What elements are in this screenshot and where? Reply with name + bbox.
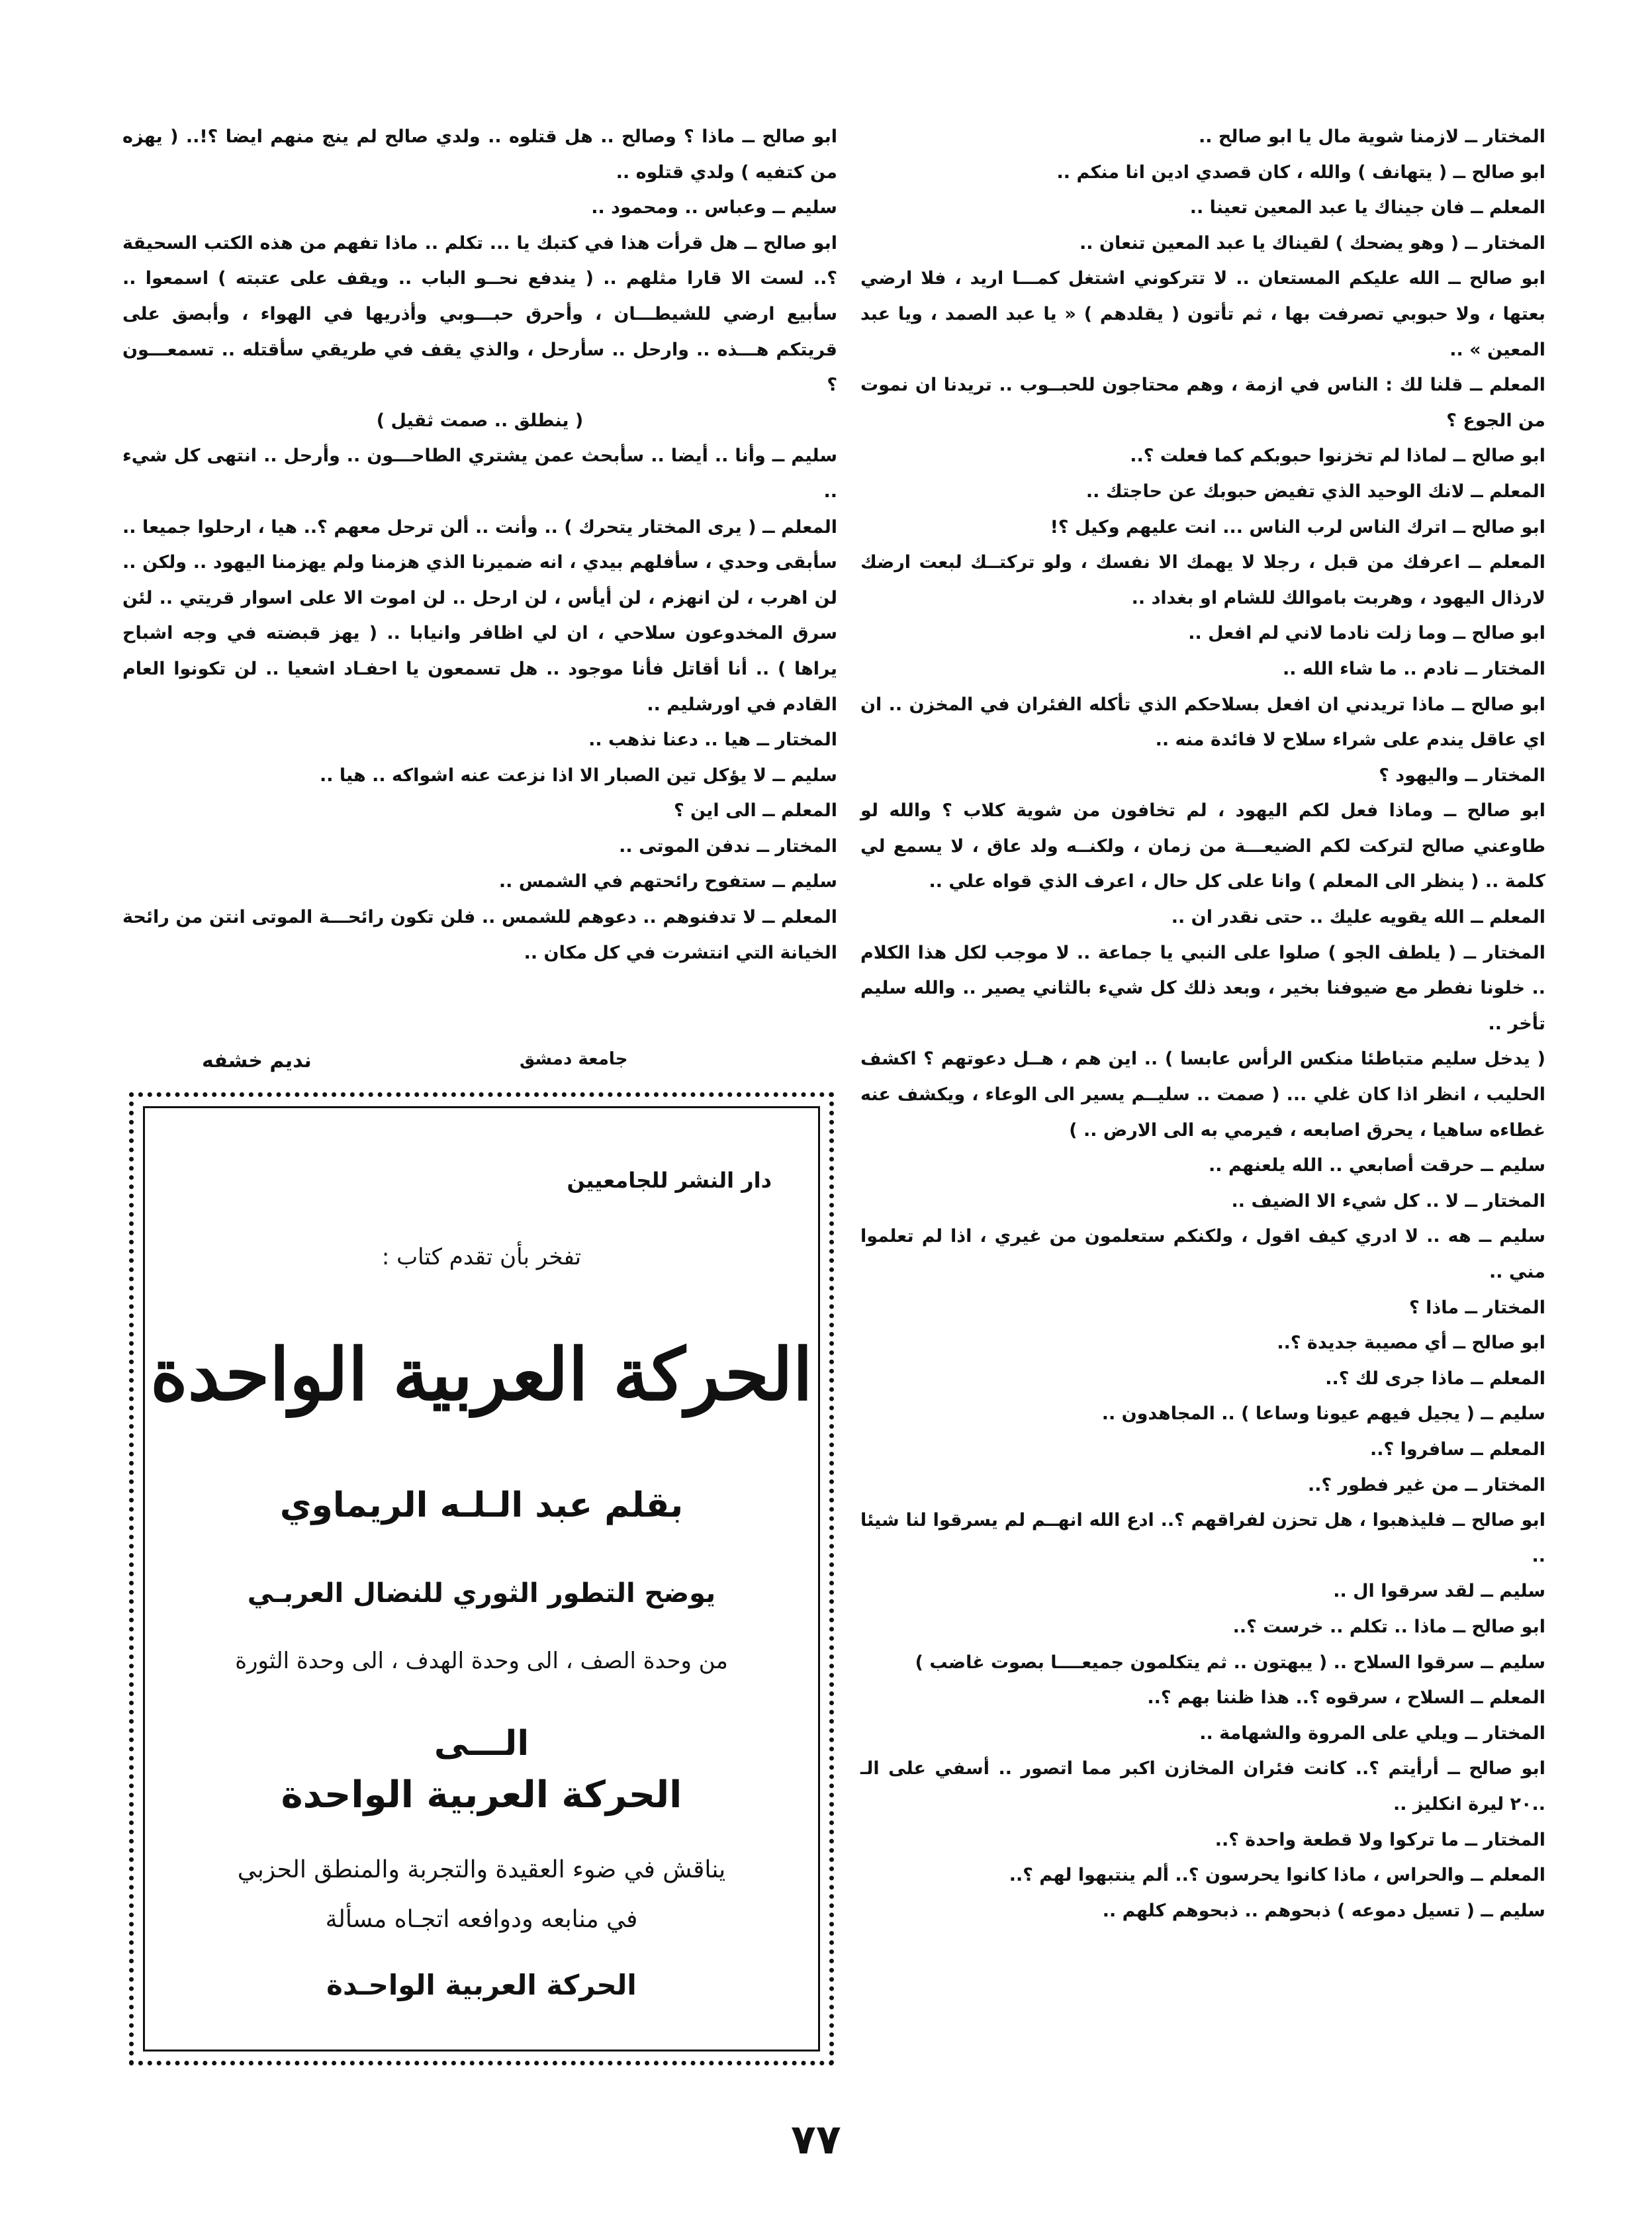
dialogue-line: المختار ــ من غير فطور ؟..: [1307, 1474, 1545, 1495]
dialogue-line: المختار ــ ( يلطف الجو ) صلوا على النبي يا جماعة .. لا موجب لكل هذا الكلام .. خلونا نفطر مع ضيوفنا بخير ، وبعد ذلك كل شيء بالثاني يصير .. والله سليم تأخر ..: [860, 942, 1545, 1034]
dialogue-line: سليم ــ ستفوح رائحتهم في الشمس ..: [498, 871, 837, 892]
dialogue-line: المعلم ــ قلنا لك : الناس في ازمة ، وهم محتاجون للحبــوب .. تريدنا ان نموت من الجوع ؟: [860, 375, 1545, 431]
dialogue-line: المعلم ــ ( يرى المختار يتحرك ) .. وأنت .. ألن ترحل معهم ؟.. هيا ، ارحلوا جميعا .. سأبقى وحدي ، سأفلهم بيدي ، انه ضميرنا الذي هزمنا ولم يهزمنا اليهود .. ولكن .. لن اهرب ، لن انهزم ، لن أيأس ، لن ارحل .. لن اموت الا على اسوار قريتي .. لئن سرق المخدوعون سلاحي ، ان لي اظافر وانيابا .. ( يهز قبضته في وجه اشباح يراها ) .. أنا أقاتل فأنا موجود .. هل تسمعون يا احفـاد اشعيا .. لن تكونوا العام القادم في اورشليم ..: [122, 516, 837, 715]
dialogue-line: المختار ــ لازمنا شوية مال يا ابو صالح ..: [1198, 126, 1545, 147]
dialogue-line: سليم ــ هه .. لا ادري كيف اقول ، ولكنكم ستعلمون من غيري ، اذا لم تعلموا مني ..: [860, 1226, 1545, 1282]
author-name: نديم خشفه: [202, 1049, 312, 1072]
book-final-line: الحركة العربية الواحـدة: [326, 1969, 637, 2001]
dialogue-line: المختار ــ هيا .. دعنا نذهب ..: [588, 730, 837, 751]
dialogue-line: ابو صالح ــ أرأيتم ؟.. كانت فئران المخازن اكبر مما اتصور .. أسفي على الـ ..٢٠ ليرة انكليز ..: [860, 1758, 1545, 1815]
dialogue-line: سليم ــ ( تسيل دموعه ) ذبحوهم .. ذبحوهم كلهم ..: [1102, 1900, 1545, 1921]
dialogue-line: المعلم ــ لا تدفنوهم .. دعوهم للشمس .. فلن تكون رائحـــة الموتى انتن من رائحة الخيانة التي انتشرت في كل مكان ..: [122, 907, 837, 963]
dialogue-line: ابو صالح ــ اترك الناس لرب الناس ... انت عليهم وكيل ؟!: [1050, 516, 1545, 538]
dialogue-line: ابو صالح ــ الله عليكم المستعان .. لا تتركوني اشتغل كمـــا اريد ، فلا ارضي بعتها ، ولا حبوبي تصرفت بها ، ثم تأتون ( يقلدهم ) « يا عبد الصمد ، ويا عبد المعين » ..: [860, 268, 1545, 360]
dialogue-line: المختار ــ ماذا ؟: [1409, 1297, 1545, 1318]
dialogue-line: المعلم ــ اعرفك من قبل ، رجلا لا يهمك الا نفسك ، ولو تركتــك لبعت ارضك لارذال اليهود ، وهربت باموالك للشام او بغداد ..: [860, 552, 1545, 608]
dialogue-line: ابو صالح ــ فليذهبوا ، هل تحزن لفراقهم ؟.. ادع الله انهــم لم يسرقوا لنا شيئا ..: [860, 1510, 1545, 1566]
dialogue-line: سليم ــ لا يؤكل تين الصبار الا اذا نزعت عنه اشواكه .. هيا ..: [319, 765, 837, 786]
dialogue-line: سليم ــ حرقت أصابعي .. الله يلعنهم ..: [1209, 1155, 1545, 1176]
dialogue-line: المعلم ــ الله يقويه عليك .. حتى نقدر ان ..: [1171, 907, 1545, 928]
book-discussion: يناقش في ضوء العقيدة والتجربة والمنطق الحزبي: [237, 1856, 726, 1883]
book-advertisement: [129, 1092, 834, 2065]
dialogue-line: المختار ــ ويلي على المروة والشهامة ..: [1199, 1722, 1545, 1744]
dialogue-line: المختار ــ نادم .. ما شاء الله ..: [1283, 658, 1545, 679]
book-title: الحركة العربية الواحدة: [150, 1333, 813, 1417]
dialogue-line: ابو صالح ــ ماذا ؟ وصالح .. هل قتلوه .. ولدي صالح لم ينج منهم ايضا ؟!.. ( يهزه من كتفيه ) ولدي قتلوه ..: [122, 126, 837, 183]
dialogue-line: المعلم ــ فان جيناك يا عبد المعين تعينا ..: [1189, 197, 1545, 218]
ad-intro: تفخر بأن تقدم كتاب :: [381, 1244, 582, 1270]
right-column: [860, 119, 1545, 1928]
dialogue-line: ابو صالح ــ ماذا تريدني ان افعل بسلاحكم الذي تأكله الفئران في المخزن .. ان اي عاقل يندم على شراء سلاح لا فائدة منه ..: [860, 694, 1545, 751]
dialogue-line: المعلم ــ والحراس ، ماذا كانوا يحرسون ؟.. ألم ينتبهوا لهم ؟..: [1009, 1865, 1545, 1886]
book-sources: في منابعه ودوافعه اتجـاه مسألة: [325, 1906, 638, 1933]
book-description: يوضح التطور الثوري للنضال العربـي: [247, 1578, 716, 1609]
dialogue-line: ابو صالح ــ أي مصيبة جديدة ؟..: [1277, 1333, 1545, 1354]
dialogue-line: المختار ــ ما تركوا ولا قطعة واحدة ؟..: [1215, 1829, 1545, 1850]
book-subtitle: من وحدة الصف ، الى وحدة الهدف ، الى وحدة الثورة: [235, 1648, 728, 1674]
stage-direction: ( يدخل سليم متباطئا منكس الرأس عابسا ) .. اين هم ، هــل دعوتهم ؟ اكشف الحليب ، انظر اذا كان غلي ... ( صمت .. سليــم يسير الى الوعاء ، ويكشف عنه غطاءه ساهيا ، يحرق اصابعه ، فيرمي به الى الارض .. ): [860, 1049, 1545, 1141]
dialogue-line: ابو صالح ــ هل قرأت هذا في كتبك يا ... تكلم .. ماذا تفهم من هذه الكتب السحيقة ؟.. لست الا قارا مثلهم .. ( يندفع نحــو الباب .. ويقف على عتبته ) اسمعوا .. سأبيع ارضي للشيطـــان ، وأحرق حبـــوبي وأذريها في الهواء ، وأبصق على قريتكم هـــذه .. وارحل .. سأرحل ، والذي يقف في طريقي سأقتله .. تسمعـــون ؟: [122, 232, 837, 396]
page-number: ٧٧: [791, 2115, 841, 2163]
dialogue-line: المختار ــ ( وهو يضحك ) لقيناك يا عبد المعين تنعان ..: [1079, 232, 1545, 254]
book-author: بقلم عبد الـلـه الريماوي: [279, 1486, 684, 1525]
dialogue-line: ابو صالح ــ وما زلت نادما لاني لم افعل ..: [1188, 623, 1545, 644]
dialogue-line: ابو صالح ــ وماذا فعل لكم اليهود ، لم تخافون من شوية كلاب ؟ والله لو طاوعني صالح لتركت لكم الضيعـــة من زمان ، ولكنــه ولد عاق ، لا يسمع لي كلمة .. ( ينظر الى المعلم ) وانا على كل حال ، اعرف الذي قواه علي ..: [860, 800, 1545, 892]
dialogue-line: ابو صالح ــ ( يتهانف ) والله ، كان قصدي ادين انا منكم ..: [1056, 162, 1545, 183]
dialogue-line: سليم ــ وأنا .. أيضا .. سأبحث عمن يشتري الطاحـــون .. وأرحل .. انتهى كل شيء ..: [122, 446, 837, 502]
dialogue-line: المعلم ــ ماذا جرى لك ؟..: [1325, 1368, 1545, 1389]
dialogue-line: المعلم ــ سافروا ؟..: [1370, 1439, 1545, 1460]
dialogue-line: المختار ــ لا .. كل شيء الا الضيف ..: [1231, 1190, 1545, 1211]
dialogue-line: سليم ــ لقد سرقوا ال ..: [1333, 1581, 1545, 1602]
left-column: [122, 119, 837, 970]
dialogue-line: سليم ــ وعباس .. ومحمود ..: [591, 197, 837, 218]
book-theme: الحركة العربية الواحدة: [281, 1773, 682, 1816]
ad-inner-frame: [143, 1106, 820, 2052]
dialogue-line: المختار ــ ندفن الموتى ..: [619, 835, 837, 857]
university-name: جامعة دمشق: [520, 1049, 628, 1069]
dialogue-line: سليم ــ ( يجيل فيهم عيونا وساعا ) .. المجاهدون ..: [1101, 1403, 1545, 1425]
dialogue-line: المختار ــ واليهود ؟: [1379, 765, 1545, 786]
dialogue-line: المعلم ــ السلاح ، سرقوه ؟.. هذا ظننا بهم ؟..: [1147, 1687, 1545, 1709]
publisher-name: دار النشر للجامعيين: [567, 1168, 772, 1193]
dialogue-line: سليم ــ سرقوا السلاح .. ( يبهتون .. ثم يتكلمون جميعــــا بصوت غاضب ): [915, 1652, 1545, 1673]
dialogue-line: ابو صالح ــ لماذا لم تخزنوا حبوبكم كما فعلت ؟..: [1130, 446, 1545, 467]
stage-direction: ( ينطلق .. صمت ثقيل ): [376, 410, 584, 431]
dialogue-line: المعلم ــ لانك الوحيد الذي تفيض حبوبك عن حاجتك ..: [1085, 481, 1545, 502]
ad-to-word: الـــى: [434, 1724, 529, 1764]
dialogue-line: ابو صالح ــ ماذا .. تكلم .. خرست ؟..: [1232, 1616, 1545, 1637]
dialogue-line: المعلم ــ الى اين ؟: [673, 800, 837, 822]
